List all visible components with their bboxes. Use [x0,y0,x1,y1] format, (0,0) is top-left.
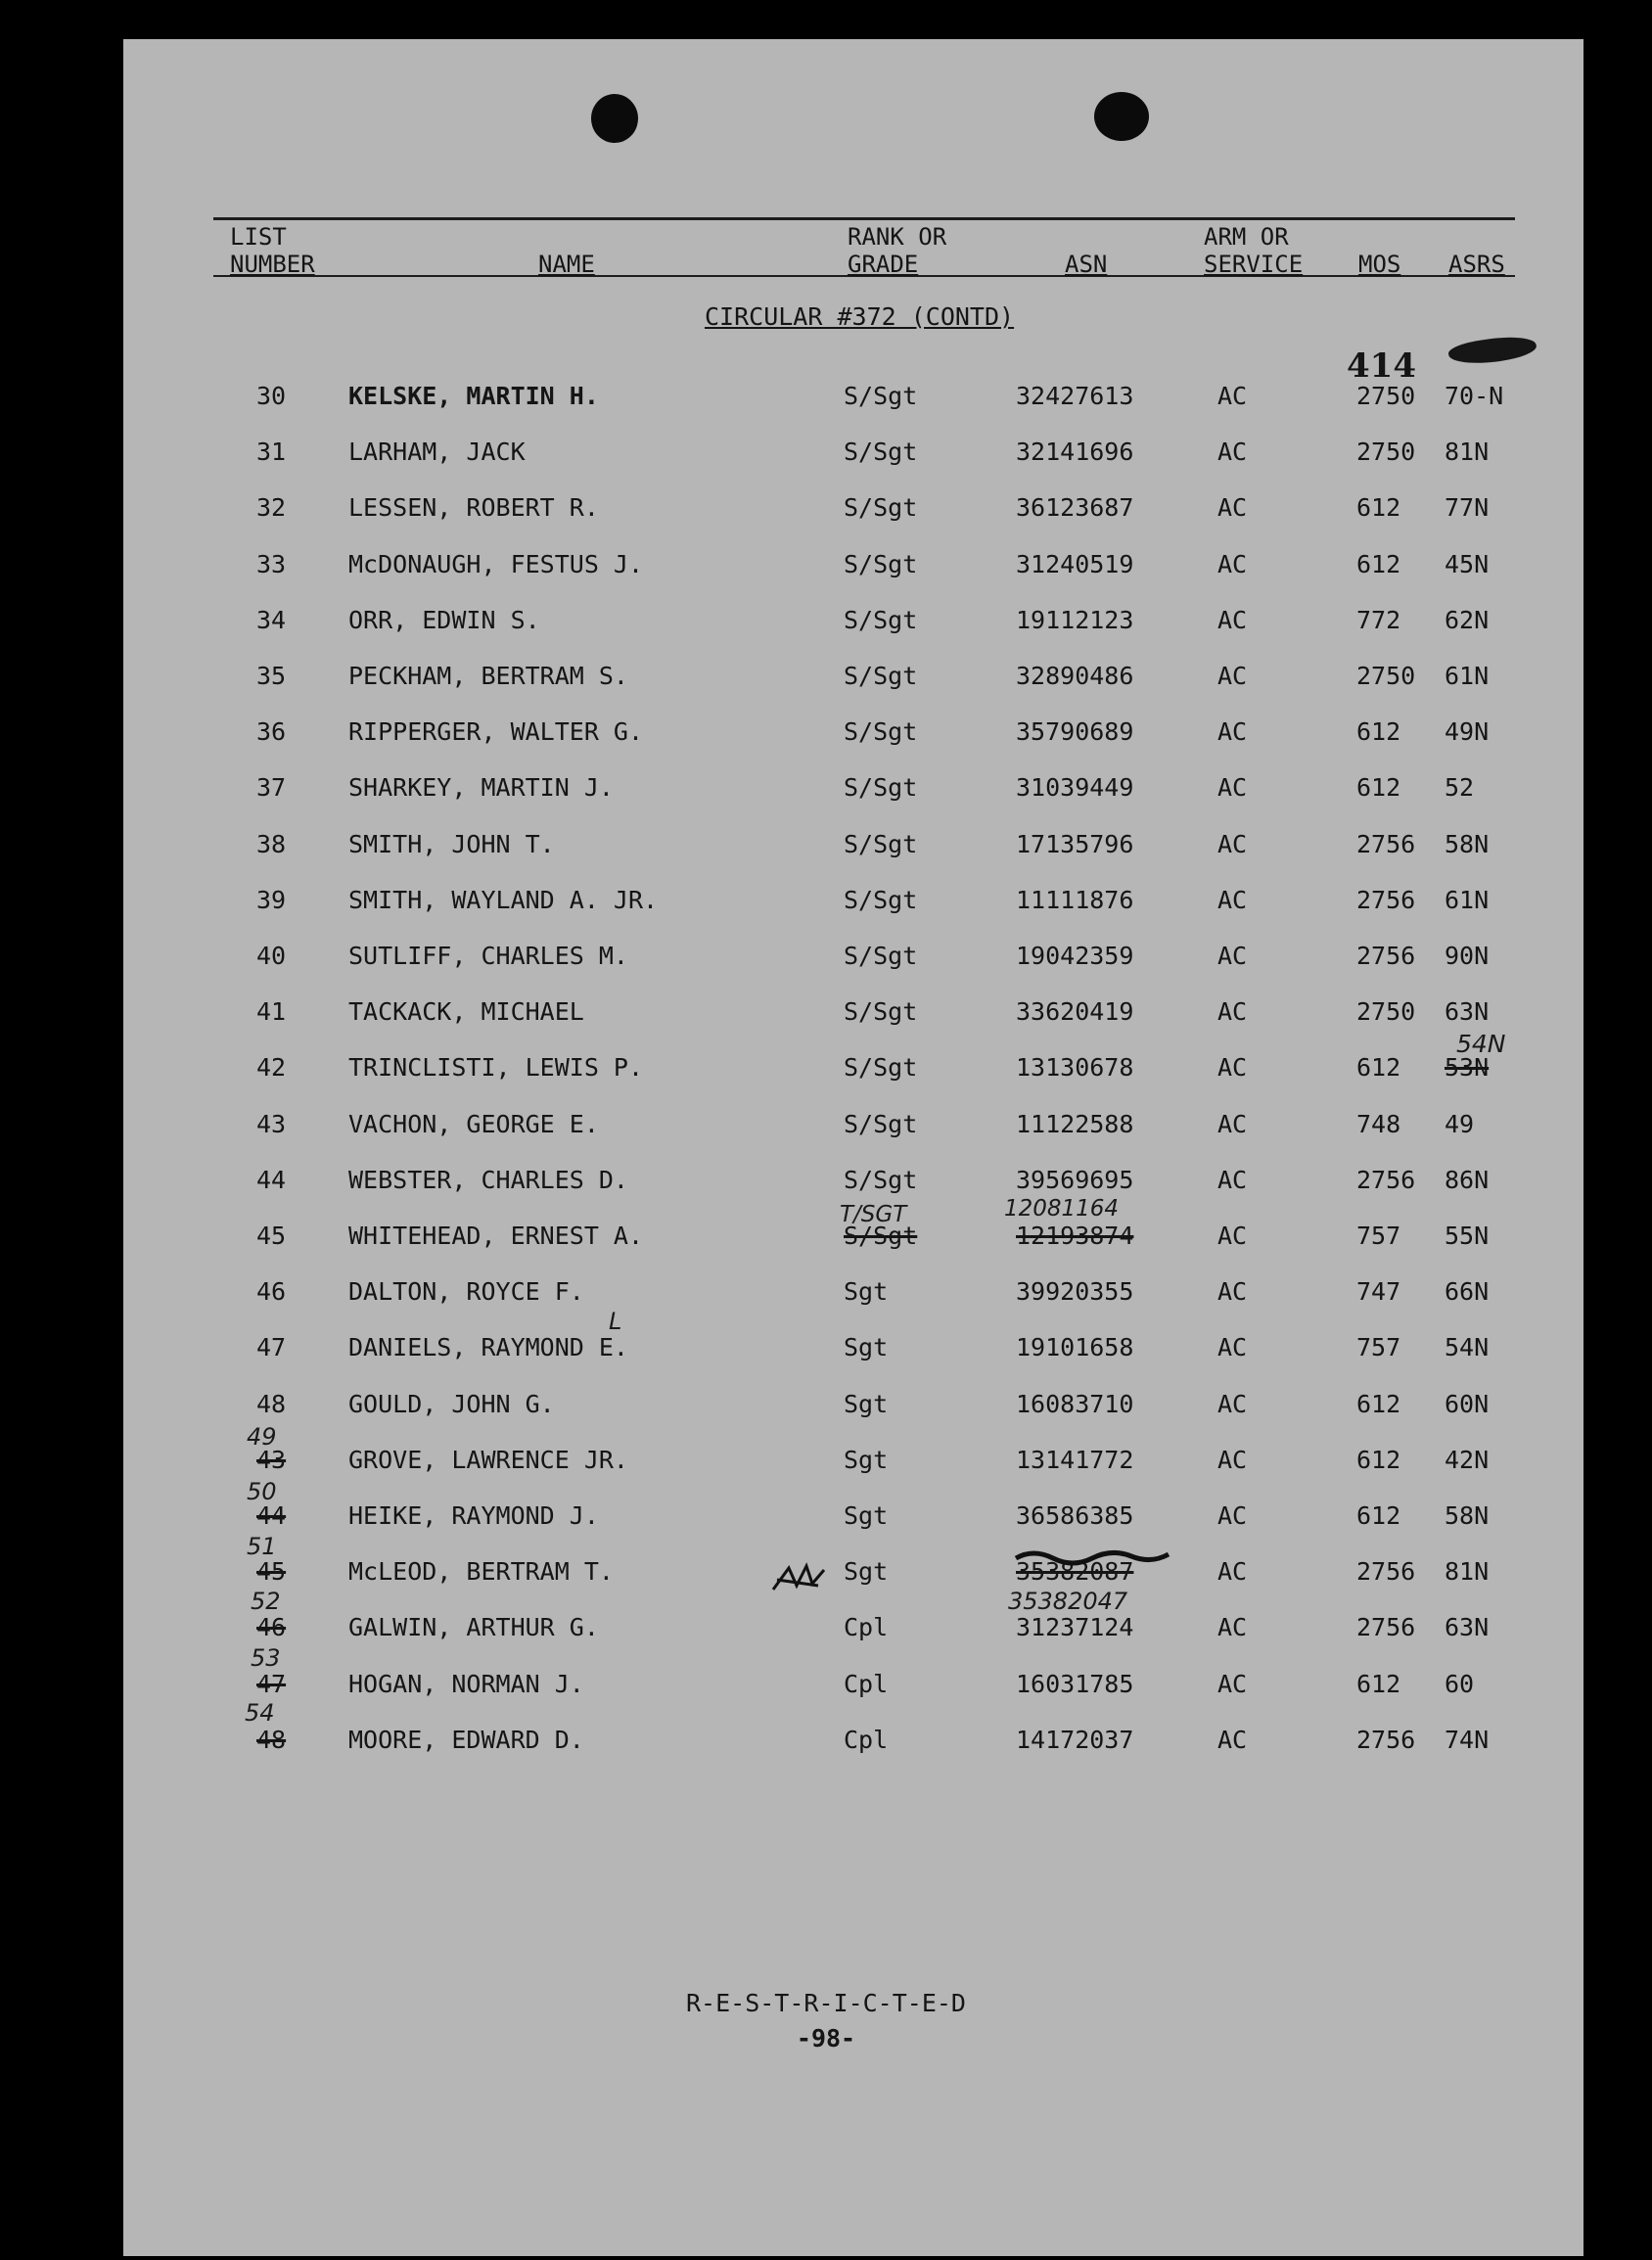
cell-arm: AC [1217,830,1248,858]
cell-arm: AC [1217,438,1248,466]
cell-name: KELSKE, MARTIN H. [348,382,599,410]
hw-num-52: 52 [251,1588,281,1615]
cell-asn: 19101658 [1016,1333,1134,1361]
cell-arm: AC [1217,1670,1248,1698]
cell-asn: 16083710 [1016,1390,1134,1418]
hw-num-49: 49 [247,1423,277,1451]
cell-rank: Sgt [844,1390,889,1418]
hw-asn-51: 35382047 [1008,1588,1128,1615]
hw-scribble-asn-51 [1014,1546,1170,1568]
table-row [0,886,1652,925]
cell-mos: 612 [1356,1390,1401,1418]
cell-rank: S/Sgt [844,942,918,970]
table-row [0,942,1652,981]
cell-rank: Cpl [844,1613,889,1641]
cell-asrs: 86N [1445,1166,1490,1194]
cell-num: 47 [256,1333,287,1361]
cell-rank: S/Sgt [844,382,918,410]
cell-name: TACKACK, MICHAEL [348,997,584,1026]
hw-num-51: 51 [247,1533,277,1560]
header-asrs-text: ASRS [1448,251,1505,278]
cell-name: SMITH, WAYLAND A. JR. [348,886,659,914]
cell-name: SUTLIFF, CHARLES M. [348,942,628,970]
table-row [0,997,1652,1037]
cell-asrs: 61N [1445,662,1490,690]
header-list-number [230,223,315,278]
page-number: -98- [796,2024,856,2052]
hw-name-47-initial: L [609,1308,622,1335]
hw-asn-45: 12081164 [1004,1196,1120,1222]
cell-arm: AC [1217,662,1248,690]
cell-asrs: 63N [1445,1613,1490,1641]
cell-num: 46 [256,1277,287,1306]
cell-asrs: 81N [1445,1557,1490,1586]
cell-asn: 32427613 [1016,382,1134,410]
table-row [0,830,1652,869]
cell-asn: 36586385 [1016,1501,1134,1530]
cell-num: 35 [256,662,287,690]
cell-name: DALTON, ROYCE F. [348,1277,584,1306]
cell-mos: 2756 [1356,1613,1416,1641]
cell-arm: AC [1217,382,1248,410]
table-row [0,717,1652,757]
cell-name: HOGAN, NORMAN J. [348,1670,584,1698]
hw-asrs-42: 54N [1456,1030,1506,1058]
cell-asrs: 54N [1445,1333,1490,1361]
cell-num: 45 [256,1222,287,1250]
cell-arm: AC [1217,1333,1248,1361]
cell-arm: AC [1217,1277,1248,1306]
header-asn [1065,251,1107,278]
header-asrs [1448,251,1505,278]
cell-num: 36 [256,717,287,746]
cell-mos: 612 [1356,1501,1401,1530]
header-asn-text: ASN [1065,251,1108,278]
header-rank [848,223,946,278]
cell-rank: S/Sgt [844,1222,918,1250]
cell-mos: 2750 [1356,662,1416,690]
cell-name: WHITEHEAD, ERNEST A. [348,1222,644,1250]
cell-rank: S/Sgt [844,717,918,746]
cell-rank: S/Sgt [844,606,918,634]
cell-mos: 748 [1356,1110,1401,1138]
cell-asn: 39920355 [1016,1277,1134,1306]
header-mos-text: MOS [1358,251,1401,278]
cell-rank: S/Sgt [844,1166,918,1194]
cell-arm: AC [1217,1446,1248,1474]
cell-name: TRINCLISTI, LEWIS P. [348,1053,644,1082]
cell-arm: AC [1217,1166,1248,1194]
cell-asrs: 62N [1445,606,1490,634]
cell-arm: AC [1217,773,1248,802]
cell-mos: 2750 [1356,382,1416,410]
cell-rank: Sgt [844,1501,889,1530]
cell-num: 47 [256,1670,287,1698]
cell-num: 37 [256,773,287,802]
cell-name: GOULD, JOHN G. [348,1390,555,1418]
cell-asrs: 55N [1445,1222,1490,1250]
cell-mos: 2750 [1356,438,1416,466]
cell-arm: AC [1217,1726,1248,1754]
cell-rank: S/Sgt [844,886,918,914]
cell-name: MOORE, EDWARD D. [348,1726,584,1754]
cell-name: GALWIN, ARTHUR G. [348,1613,599,1641]
cell-num: 43 [256,1110,287,1138]
cell-asn: 13130678 [1016,1053,1134,1082]
cell-asn: 36123687 [1016,493,1134,522]
cell-asn: 39569695 [1016,1166,1134,1194]
cell-arm: AC [1217,886,1248,914]
cell-rank: Sgt [844,1446,889,1474]
cell-rank: S/Sgt [844,662,918,690]
cell-asn: 33620419 [1016,997,1134,1026]
cell-asn: 19112123 [1016,606,1134,634]
cell-mos: 757 [1356,1333,1401,1361]
cell-mos: 757 [1356,1222,1401,1250]
cell-num: 45 [256,1557,287,1586]
header-rank-line1: RANK OR [848,223,947,251]
cell-asrs: 42N [1445,1446,1490,1474]
cell-arm: AC [1217,997,1248,1026]
cell-mos: 2756 [1356,1726,1416,1754]
cell-mos: 612 [1356,1670,1401,1698]
cell-arm: AC [1217,1613,1248,1641]
cell-name: GROVE, LAWRENCE JR. [348,1446,628,1474]
cell-mos: 612 [1356,717,1401,746]
cell-rank: Cpl [844,1670,889,1698]
cell-asrs: 66N [1445,1277,1490,1306]
cell-name: McLEOD, BERTRAM T. [348,1557,614,1586]
stamp-number: 414 [1347,346,1416,386]
cell-num: 48 [256,1390,287,1418]
cell-num: 41 [256,997,287,1026]
cell-asn: 35382087 [1016,1557,1134,1586]
cell-arm: AC [1217,1557,1248,1586]
cell-num: 39 [256,886,287,914]
header-arm-line2: SERVICE [1204,251,1304,278]
cell-asrs: 49N [1445,717,1490,746]
cell-name: VACHON, GEORGE E. [348,1110,599,1138]
cell-asrs: 63N [1445,997,1490,1026]
table-row [0,550,1652,589]
table-row [0,1726,1652,1765]
cell-name: RIPPERGER, WALTER G. [348,717,644,746]
cell-asrs: 60N [1445,1390,1490,1418]
cell-rank: S/Sgt [844,830,918,858]
cell-asn: 11122588 [1016,1110,1134,1138]
cell-rank: S/Sgt [844,997,918,1026]
cell-num: 38 [256,830,287,858]
cell-name: SHARKEY, MARTIN J. [348,773,614,802]
cell-name: PECKHAM, BERTRAM S. [348,662,628,690]
hw-num-50: 50 [247,1478,277,1505]
cell-asrs: 45N [1445,550,1490,578]
punch-hole-left [591,94,638,143]
cell-asrs: 74N [1445,1726,1490,1754]
cell-num: 44 [256,1166,287,1194]
cell-arm: AC [1217,1222,1248,1250]
table-row [0,493,1652,532]
cell-name: LESSEN, ROBERT R. [348,493,599,522]
cell-asrs: 70-N [1445,382,1504,410]
cell-num: 43 [256,1446,287,1474]
header-name [538,251,595,278]
table-row [0,1613,1652,1652]
table-row [0,438,1652,477]
hw-rank-45: T/SGT [840,1202,907,1227]
cell-rank: Sgt [844,1557,889,1586]
cell-num: 48 [256,1726,287,1754]
cell-rank: Sgt [844,1277,889,1306]
cell-name: HEIKE, RAYMOND J. [348,1501,599,1530]
cell-arm: AC [1217,717,1248,746]
cell-asrs: 52 [1445,773,1475,802]
table-row [0,1053,1652,1092]
cell-num: 34 [256,606,287,634]
cell-name: McDONAUGH, FESTUS J. [348,550,644,578]
hw-scribble-rank-51 [769,1562,830,1595]
cell-asrs: 53N [1445,1053,1490,1082]
header-top-rule [213,217,1515,220]
cell-asn: 31039449 [1016,773,1134,802]
cell-asrs: 58N [1445,830,1490,858]
cell-rank: S/Sgt [844,550,918,578]
cell-asn: 35790689 [1016,717,1134,746]
cell-asrs: 58N [1445,1501,1490,1530]
cell-asn: 31240519 [1016,550,1134,578]
cell-arm: AC [1217,1110,1248,1138]
cell-arm: AC [1217,606,1248,634]
cell-mos: 612 [1356,1053,1401,1082]
cell-arm: AC [1217,1053,1248,1082]
cell-asrs: 77N [1445,493,1490,522]
header-arm [1204,223,1303,278]
cell-asn: 32890486 [1016,662,1134,690]
cell-mos: 2756 [1356,1166,1416,1194]
cell-mos: 2750 [1356,997,1416,1026]
cell-num: 46 [256,1613,287,1641]
cell-asn: 16031785 [1016,1670,1134,1698]
cell-name: WEBSTER, CHARLES D. [348,1166,628,1194]
header-name-text: NAME [538,251,595,278]
table-row [0,1277,1652,1316]
header-mos [1358,251,1400,278]
cell-rank: S/Sgt [844,1053,918,1082]
cell-mos: 2756 [1356,1557,1416,1586]
table-row [0,1110,1652,1149]
cell-mos: 612 [1356,550,1401,578]
cell-name: LARHAM, JACK [348,438,526,466]
cell-mos: 612 [1356,1446,1401,1474]
cell-mos: 2756 [1356,942,1416,970]
cell-mos: 2756 [1356,830,1416,858]
cell-asn: 17135796 [1016,830,1134,858]
cell-num: 30 [256,382,287,410]
cell-rank: Cpl [844,1726,889,1754]
cell-asn: 32141696 [1016,438,1134,466]
cell-asrs: 90N [1445,942,1490,970]
punch-hole-right [1094,92,1149,141]
cell-name: DANIELS, RAYMOND E. [348,1333,628,1361]
hw-num-53: 53 [251,1644,281,1672]
table-row [0,1222,1652,1261]
restricted-label: R-E-S-T-R-I-C-T-E-D [686,1989,966,2017]
cell-name: ORR, EDWIN S. [348,606,540,634]
cell-num: 44 [256,1501,287,1530]
cell-asn: 19042359 [1016,942,1134,970]
table-row [0,382,1652,421]
table-row [0,773,1652,812]
cell-asn: 12193874 [1016,1222,1134,1250]
circular-title: CIRCULAR #372 (CONTD) [705,302,1015,331]
cell-name: SMITH, JOHN T. [348,830,555,858]
cell-arm: AC [1217,550,1248,578]
cell-mos: 612 [1356,493,1401,522]
cell-rank: S/Sgt [844,773,918,802]
header-list-line1: LIST [230,223,287,251]
cell-asn: 31237124 [1016,1613,1134,1641]
cell-num: 33 [256,550,287,578]
table-row [0,1333,1652,1372]
table-row [0,1166,1652,1205]
table-row [0,606,1652,645]
cell-asrs: 61N [1445,886,1490,914]
cell-mos: 2756 [1356,886,1416,914]
cell-mos: 772 [1356,606,1401,634]
header-list-line2: NUMBER [230,251,315,278]
cell-asrs: 60 [1445,1670,1475,1698]
cell-arm: AC [1217,493,1248,522]
cell-asn: 11111876 [1016,886,1134,914]
header-arm-line1: ARM OR [1204,223,1289,251]
cell-arm: AC [1217,1390,1248,1418]
cell-rank: S/Sgt [844,438,918,466]
cell-asn: 13141772 [1016,1446,1134,1474]
cell-num: 40 [256,942,287,970]
cell-asrs: 81N [1445,438,1490,466]
cell-mos: 747 [1356,1277,1401,1306]
cell-num: 42 [256,1053,287,1082]
cell-arm: AC [1217,942,1248,970]
cell-rank: S/Sgt [844,493,918,522]
table-row [0,662,1652,701]
cell-asrs: 49 [1445,1110,1475,1138]
cell-num: 31 [256,438,287,466]
cell-mos: 612 [1356,773,1401,802]
cell-rank: S/Sgt [844,1110,918,1138]
cell-asn: 14172037 [1016,1726,1134,1754]
cell-rank: Sgt [844,1333,889,1361]
cell-arm: AC [1217,1501,1248,1530]
header-rank-line2: GRADE [848,251,919,278]
cell-num: 32 [256,493,287,522]
hw-num-54: 54 [245,1699,275,1727]
